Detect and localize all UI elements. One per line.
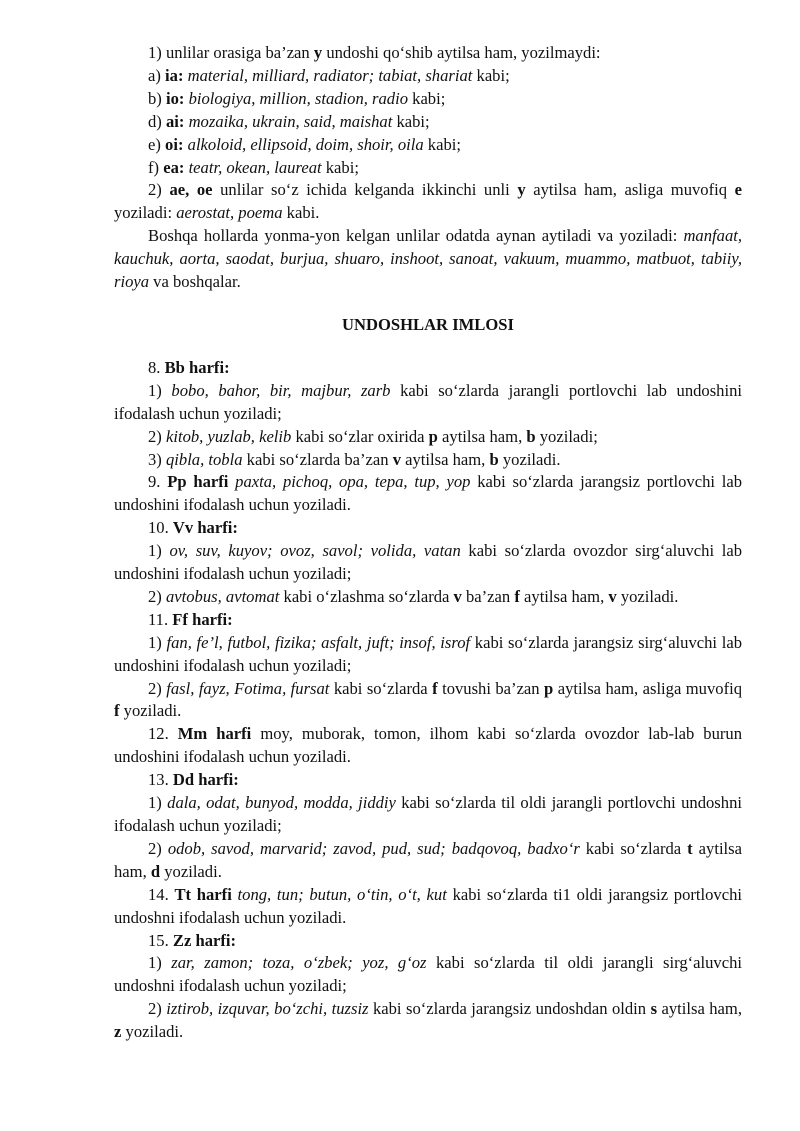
bold-text: p bbox=[428, 426, 438, 446]
text-run: 13. bbox=[148, 770, 173, 790]
paragraph bbox=[114, 111, 742, 134]
text-run: yoziladi. bbox=[160, 861, 222, 881]
paragraph bbox=[114, 930, 742, 953]
example-words: alkoloid, ellipsoid, doim, shoir, oila bbox=[187, 134, 424, 154]
bold-text: z bbox=[114, 1022, 122, 1042]
text-run: f) bbox=[148, 157, 164, 177]
bold-text: e bbox=[734, 180, 742, 200]
paragraph bbox=[114, 952, 742, 998]
text-run: 2) bbox=[148, 838, 168, 858]
paragraph bbox=[114, 540, 742, 586]
bold-text: Bb harfi: bbox=[164, 357, 230, 377]
example-words: zar, zamon; toza, o‘zbek; yoz, g‘oz bbox=[171, 953, 427, 973]
text-run: 10. bbox=[148, 518, 173, 538]
text-run: undoshi qo‘shib aytilsa ham, yozilmaydi: bbox=[322, 43, 601, 62]
paragraph bbox=[114, 884, 742, 930]
text-run: 14. bbox=[148, 884, 175, 904]
paragraph bbox=[114, 380, 742, 426]
example-words: ov, suv, kuyov; ovoz, savol; volida, vatan bbox=[169, 541, 461, 561]
example-words: fasl, fayz, Fotima, fursat bbox=[166, 678, 330, 698]
example-words: dala, odat, bunyod, modda, jiddiy bbox=[167, 793, 396, 813]
consonant-rules-block bbox=[114, 357, 742, 1044]
bold-text: b bbox=[526, 426, 536, 446]
paragraph bbox=[114, 225, 742, 294]
text-run: kabi o‘zlashma so‘zlarda bbox=[279, 586, 454, 606]
text-run: kabi; bbox=[392, 111, 430, 131]
text-run: Boshqa hollarda yonma-yon kelgan unlilar odatda aynan aytiladi va yoziladi: bbox=[148, 226, 684, 246]
paragraph bbox=[114, 449, 742, 472]
bold-text: v bbox=[453, 586, 462, 606]
text-run: aytilsa ham, asliga muvofiq bbox=[553, 678, 743, 698]
text-run: yoziladi. bbox=[119, 701, 182, 721]
example-words: fan, fe’l, futbol, fizika; asfalt, juft; insof, isrof bbox=[166, 632, 471, 652]
example-words: avtobus, avtomat bbox=[165, 586, 280, 606]
text-run: kabi. bbox=[282, 203, 320, 223]
bold-text: oi: bbox=[165, 134, 184, 154]
text-run: 8. bbox=[148, 357, 165, 377]
text-run: yoziladi: bbox=[114, 203, 177, 223]
text-run: 1) bbox=[148, 380, 172, 400]
text-run: 3) bbox=[148, 449, 166, 469]
text-run: kabi; bbox=[423, 134, 461, 154]
paragraph bbox=[114, 88, 742, 111]
bold-text: Ff harfi: bbox=[172, 609, 233, 629]
text-run: 1) unlilar orasiga ba’zan bbox=[148, 43, 314, 62]
text-run: 12. bbox=[148, 724, 178, 744]
bold-text: t bbox=[687, 838, 693, 858]
bold-text: Pp harfi bbox=[167, 472, 229, 492]
example-words: aerostat, poema bbox=[176, 203, 283, 223]
bold-text: Zz harfi: bbox=[172, 930, 237, 950]
text-run: 2) bbox=[148, 426, 166, 446]
text-run: ba’zan bbox=[461, 586, 515, 606]
text-run: 9. bbox=[148, 472, 168, 492]
paragraph bbox=[114, 792, 742, 838]
bold-text: v bbox=[608, 586, 617, 606]
paragraph bbox=[114, 723, 742, 769]
text-run: aytilsa ham, bbox=[519, 586, 609, 606]
bold-text: p bbox=[544, 678, 554, 698]
bold-text: b bbox=[489, 449, 499, 469]
paragraph bbox=[114, 357, 742, 380]
bold-text: y bbox=[517, 180, 526, 200]
example-words: tong, tun; butun, o‘tin, o‘t, kut bbox=[237, 884, 447, 904]
example-words: biologiya, million, stadion, radio bbox=[188, 88, 408, 108]
paragraph bbox=[114, 632, 742, 678]
text-run: d) bbox=[148, 111, 166, 131]
text-run: kabi so‘zlarda bbox=[579, 838, 688, 858]
paragraph bbox=[114, 769, 742, 792]
text-run: yoziladi; bbox=[535, 426, 598, 446]
bold-text: Mm harfi bbox=[177, 724, 252, 744]
paragraph bbox=[114, 998, 742, 1044]
example-words: paxta, pichoq, opa, tepa, tup, yop bbox=[235, 472, 471, 492]
bold-text: f bbox=[514, 586, 520, 606]
bold-text: f bbox=[114, 701, 120, 721]
example-words: manfaat, kauchuk, aorta, saodat, burjua, shuaro, inshoot, sanoat, vakuum, muammo, matbuot, tabiiy, rioya bbox=[114, 226, 742, 292]
paragraph bbox=[114, 65, 742, 88]
bold-text: ae, oe bbox=[169, 180, 213, 200]
text-run: kabi so‘zlarda ovozdor sirg‘aluvchi lab undoshini ifodalash uchun yoziladi; bbox=[114, 541, 742, 584]
bold-text: ea: bbox=[163, 157, 185, 177]
section-title: UNDOSHLAR IMLOSI bbox=[342, 314, 514, 334]
text-run: tovushi ba’zan bbox=[437, 678, 545, 698]
text-run: 1) bbox=[148, 793, 168, 813]
text-run: kabi so‘zlarda jarangsiz undoshdan oldin bbox=[368, 999, 651, 1019]
bold-text: y bbox=[313, 43, 323, 62]
text-run: yoziladi. bbox=[498, 449, 561, 469]
text-run: aytilsa ham, bbox=[401, 449, 490, 469]
text-run: 2) bbox=[148, 180, 170, 200]
example-words: bobo, bahor, bir, majbur, zarb bbox=[171, 380, 391, 400]
text-run: 1) bbox=[148, 541, 170, 561]
bold-text: ai: bbox=[165, 111, 185, 131]
text-run: a) bbox=[148, 65, 166, 85]
bold-text: Vv harfi: bbox=[172, 518, 238, 538]
text-run: aytilsa ham, bbox=[657, 999, 742, 1019]
bold-text: d bbox=[150, 861, 161, 881]
text-run: yoziladi. bbox=[616, 586, 679, 606]
text-run: kabi so‘zlarda jarangsiz portlovchi lab undoshini ifodalash uchun yoziladi. bbox=[114, 472, 743, 515]
text-run: aytilsa ham, bbox=[437, 426, 527, 446]
example-words: kitob, yuzlab, kelib bbox=[165, 426, 292, 446]
text-run: kabi; bbox=[472, 65, 510, 85]
text-run: kabi so‘zlarda jarangsiz sirg‘aluvchi lab undoshini ifodalash uchun yoziladi; bbox=[114, 632, 742, 675]
example-words: mozaika, ukrain, said, maishat bbox=[188, 111, 393, 131]
paragraph bbox=[114, 179, 742, 225]
example-words: iztirob, izquvar, bo‘zchi, tuzsiz bbox=[166, 999, 369, 1019]
paragraph bbox=[114, 471, 742, 517]
text-run: b) bbox=[148, 88, 166, 108]
text-run: 11. bbox=[148, 609, 173, 629]
paragraph bbox=[114, 42, 742, 65]
example-words: teatr, okean, laureat bbox=[188, 157, 322, 177]
text-run: va boshqalar. bbox=[149, 272, 241, 292]
text-run: kabi; bbox=[321, 157, 359, 177]
text-run: kabi so‘zlarda bbox=[329, 678, 433, 698]
paragraph bbox=[114, 586, 742, 609]
example-words: qibla, tobla bbox=[165, 449, 243, 469]
text-run: kabi so‘zlarda ti1 oldi jarangsiz portlovchi undoshni ifodalash uchun yoziladi. bbox=[114, 884, 742, 927]
bold-text: ia: bbox=[165, 65, 184, 85]
paragraph bbox=[114, 134, 742, 157]
text-run: 2) bbox=[148, 586, 166, 606]
bold-text: Dd harfi: bbox=[172, 770, 239, 790]
text-run: 15. bbox=[148, 930, 173, 950]
vowel-rules-block bbox=[114, 42, 742, 294]
text-run: kabi so‘zlarda ba’zan bbox=[242, 449, 393, 469]
text-run: kabi so‘zlar oxirida bbox=[291, 426, 429, 446]
paragraph bbox=[114, 678, 742, 724]
example-words: odob, savod, marvarid; zavod, pud, sud; badqovoq, badxo‘r bbox=[167, 838, 580, 858]
text-run: aytilsa ham, bbox=[114, 838, 742, 881]
text-run: yoziladi. bbox=[121, 1022, 184, 1042]
text-run: 1) bbox=[148, 632, 167, 652]
text-run: kabi so‘zlarda til oldi jarangli portlovchi undoshni ifodalash uchun yoziladi; bbox=[114, 793, 742, 835]
paragraph bbox=[114, 157, 742, 180]
text-run: unlilar so‘z ichida kelganda ikkinchi unli bbox=[212, 180, 518, 200]
paragraph bbox=[114, 838, 742, 884]
bold-text: f bbox=[432, 678, 438, 698]
text-run: 2) bbox=[148, 678, 167, 698]
text-run: aytilsa ham, asliga muvofiq bbox=[525, 180, 735, 200]
text-run: kabi so‘zlarda til oldi jarangli sirg‘aluvchi undoshni ifodalash uchun yoziladi; bbox=[114, 953, 742, 996]
text-run: e) bbox=[148, 134, 166, 154]
example-words: material, milliard, radiator; tabiat, shariat bbox=[187, 65, 473, 85]
bold-text: Tt harfi bbox=[174, 884, 232, 904]
text-run: kabi; bbox=[408, 88, 446, 108]
bold-text: io: bbox=[165, 88, 185, 108]
paragraph bbox=[114, 609, 742, 632]
paragraph bbox=[114, 517, 742, 540]
bold-text: v bbox=[392, 449, 401, 469]
text-run: 1) bbox=[148, 953, 172, 973]
text-run: 2) bbox=[148, 999, 167, 1019]
bold-text: s bbox=[650, 999, 658, 1019]
text-run: kabi so‘zlarda jarangli portlovchi lab undoshini ifodalash uchun yoziladi; bbox=[114, 380, 742, 423]
paragraph bbox=[114, 426, 742, 449]
text-run: moy, muborak, tomon, ilhom kabi so‘zlarda ovozdor lab-lab burun undoshini ifodalash uchun yoziladi. bbox=[114, 724, 742, 767]
